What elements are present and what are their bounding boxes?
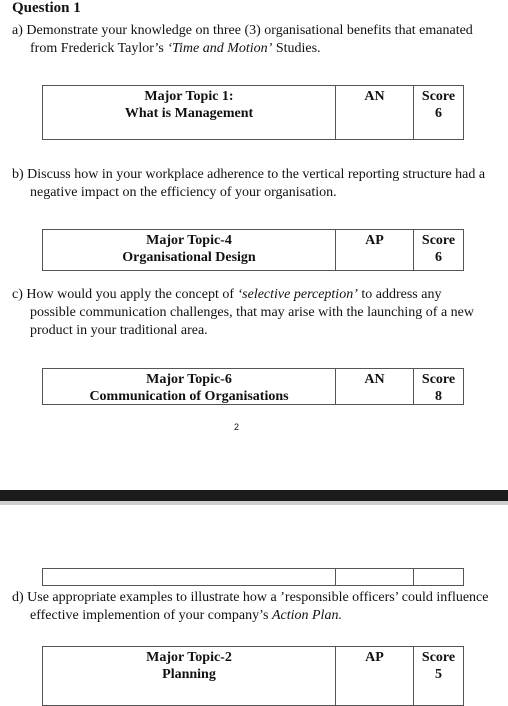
question-a-suffix: Studies. <box>272 41 321 56</box>
question-c-text: c) How would you apply the concept of <box>12 287 238 302</box>
topic-line1: Major Topic-2 <box>146 650 232 665</box>
page-divider-shadow <box>0 501 508 505</box>
score-cell <box>413 647 463 705</box>
empty-cell <box>335 569 413 585</box>
question-a-italic: ‘Time and Motion’ <box>167 41 273 56</box>
score-cell <box>413 86 463 139</box>
question-c-suffix: to address any possible communication challenges, that may arise with the launching of a new product in your traditional area. <box>30 287 474 338</box>
topic-cell <box>43 647 335 705</box>
page-divider <box>0 490 508 501</box>
topic-table-b <box>42 229 464 271</box>
code-cell: AN <box>335 369 413 404</box>
question-d <box>12 589 490 625</box>
topic-cell <box>43 369 335 404</box>
score-value: 6 <box>435 106 442 121</box>
topic-cell <box>43 86 335 139</box>
question-title: Question 1 <box>12 0 81 16</box>
question-a-text: a) Demonstrate your knowledge on three (3) organisational benefits that emanated from Frederick Taylor’s <box>12 23 473 56</box>
score-label: Score <box>421 650 456 665</box>
code-cell: AP <box>335 230 413 270</box>
empty-table-row <box>42 568 464 586</box>
topic-table-d <box>42 646 464 706</box>
question-a <box>12 22 490 58</box>
topic-line2: Planning <box>162 667 216 682</box>
question-c-italic: ‘selective perception’ <box>237 287 358 302</box>
score-label: Score <box>421 372 456 387</box>
question-b: b) Discuss how in your workplace adherence to the vertical reporting structure had a negative impact on the efficiency of your organisation. <box>12 167 486 200</box>
topic-table-a <box>42 85 464 140</box>
score-cell <box>413 369 463 404</box>
topic-line1: Major Topic 1: <box>144 89 234 104</box>
score-label: Score <box>421 89 456 104</box>
score-cell <box>413 230 463 270</box>
topic-table-c <box>42 368 464 405</box>
question-c <box>12 286 490 340</box>
score-value: 8 <box>435 389 442 404</box>
code-cell: AP <box>335 647 413 705</box>
score-value: 6 <box>435 250 442 265</box>
code-cell: AN <box>335 86 413 139</box>
topic-cell <box>43 230 335 270</box>
topic-line2: Communication of Organisations <box>89 389 289 404</box>
page-number: 2 <box>234 422 240 432</box>
score-value: 5 <box>435 667 442 682</box>
question-d-italic: Action Plan. <box>271 608 342 623</box>
topic-line2: What is Management <box>124 106 254 121</box>
empty-cell <box>413 569 463 585</box>
score-label: Score <box>421 233 456 248</box>
topic-line1: Major Topic-4 <box>146 233 232 248</box>
empty-cell <box>43 569 335 585</box>
topic-line1: Major Topic-6 <box>146 372 232 387</box>
question-d-text: d) Use appropriate examples to illustrate how a ’responsible officers’ could influence effective implemention of your company’s <box>12 590 489 623</box>
topic-line2: Organisational Design <box>122 250 256 265</box>
